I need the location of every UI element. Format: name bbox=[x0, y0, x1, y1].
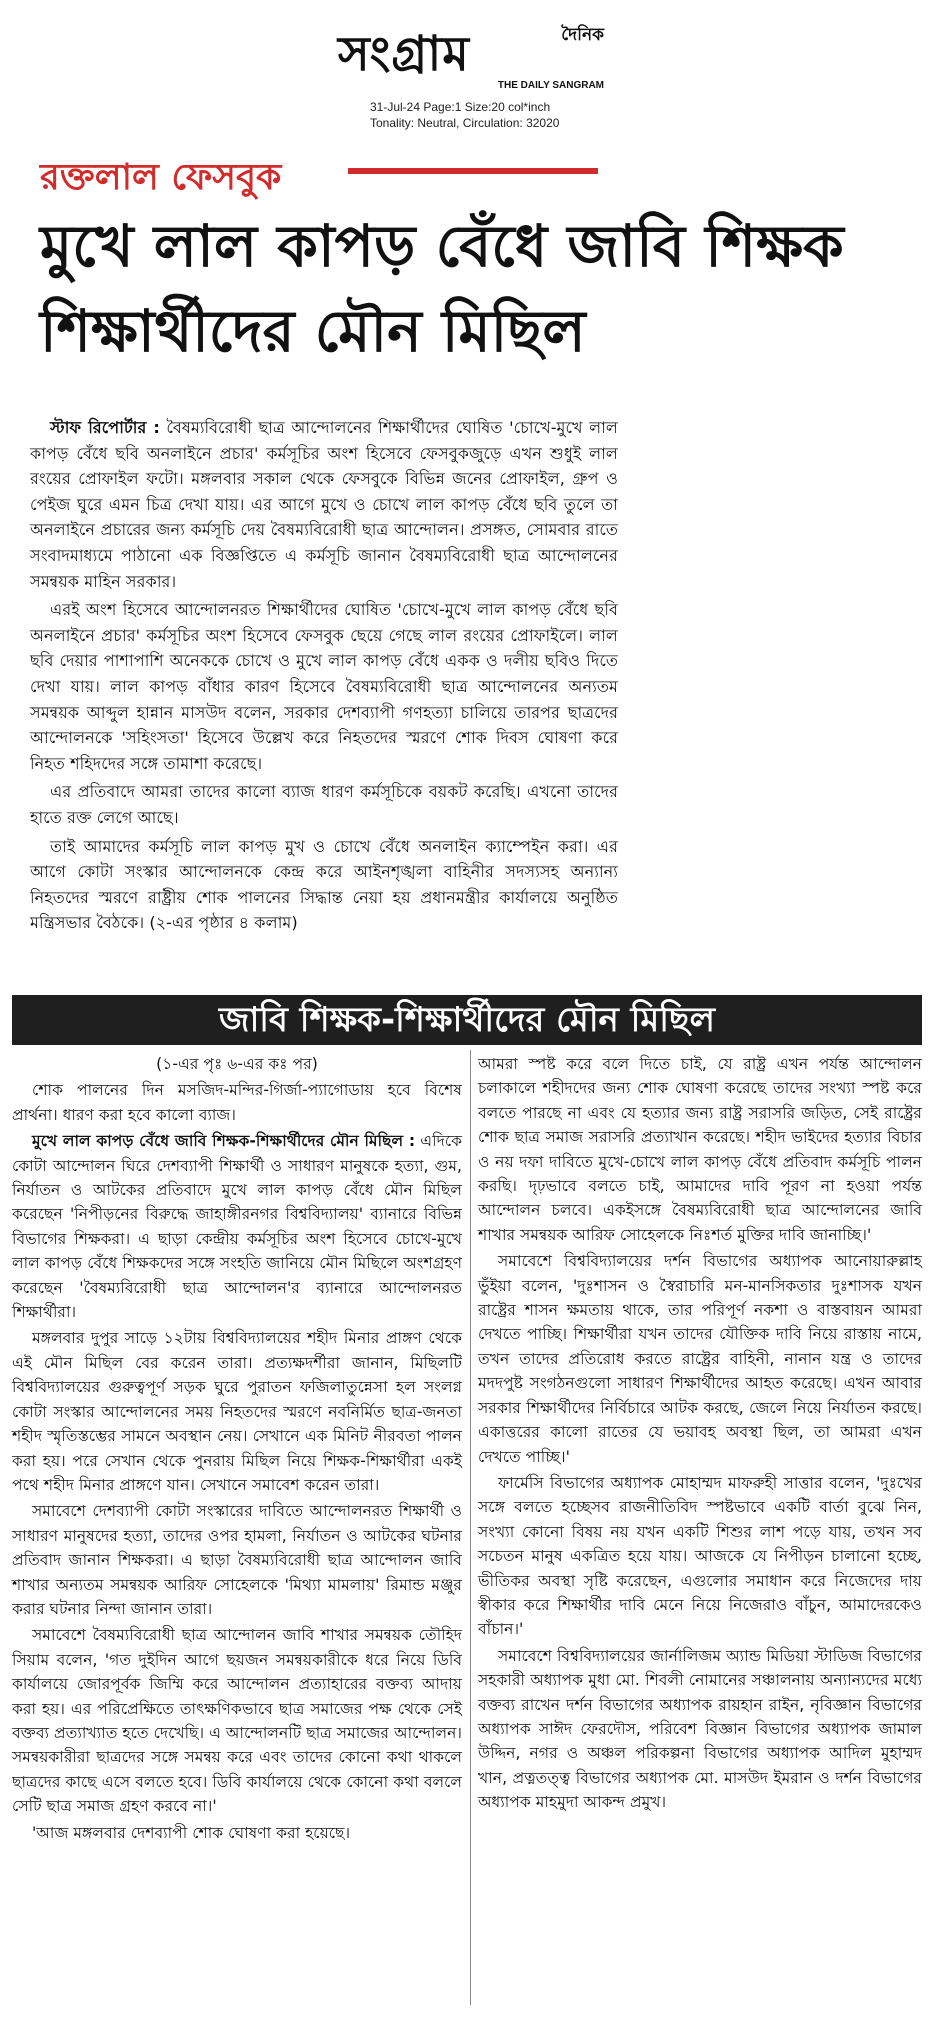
banner-title: জাবি শিক্ষক-শিক্ষার্থীদের মৌন মিছিল bbox=[219, 1000, 715, 1040]
paragraph: সমাবেশে বিশ্ববিদ্যালয়ের দর্শন বিভাগের অধ্যাপক আনোয়ারুল্লাহ ভুঁইয়া বলেন, 'দুঃশাসন ও স্বৈরাচারি মন-মানসিকতার দুঃশাসক যখন রাষ্ট্রের শাসন ক্ষমতায় থাকে, তার পরিপূর্ণ নকশা ও বাস্তবায়ন আমরা দেখতে পাচ্ছি। শিক্ষার্থীরা যখন তাদের যৌক্তিক দাবি নিয়ে রাস্তায় নামে, তখন তাদের প্রতিরোধ করতে রাষ্ট্রের বাহিনী, নানান যন্ত্র ও তাদের মদদপুষ্ট সংগঠনগুলো সাধারণ শিক্ষার্থীদের আহত করেছে। এখন আবার সরকার শিক্ষার্থীদের নির্বিচারে আটক করছে, জেলে নিয়ে নির্যাতন করছে। একাত্তরের কালো রাতের যে ভয়াবহ অবস্থা ছিল, তা আমরা এখন দেখতে পাচ্ছি।' bbox=[478, 1252, 922, 1466]
paragraph: সমাবেশে বিশ্ববিদ্যালয়ের জার্নালিজম অ্যান্ড মিডিয়া স্টাডিজ বিভাগের সহকারী অধ্যাপক মুধা মো. শিবলী নোমানের সঞ্চালনায় অন্যান্যদের মধ্যে বক্তব্য রাখেন দর্শন বিভাগের অধ্যাপক রায়হান রাইন, নৃবিজ্ঞান বিভাগের অধ্যাপক সাঈদ ফেরদৌস, পরিবেশ বিজ্ঞান বিভাগের অধ্যাপক জামাল উদ্দিন, নগর ও অঞ্চল পরিকল্পনা বিভাগের অধ্যাপক আদিল মুহাম্মদ খান, প্রত্নতত্ত্ব বিভাগের অধ্যাপক মো. মাসউদ ইমরান ও দর্শন বিভাগের অধ্যাপক মাহমুদা আকন্দ প্রমুখ। bbox=[478, 1646, 922, 1812]
continuation-banner bbox=[12, 995, 922, 1045]
paragraph-text: বৈষম্যবিরোধী ছাত্র আন্দোলনের শিক্ষার্থীদের ঘোষিত 'চোখে-মুখে লাল কাপড় বেঁধে ছবি অনলাইনে প্রচার' কর্মসূচির অংশ হিসেবে ফেসবুকজুড়ে এখন শুধুই লাল রংয়ের প্রোফাইল ফটো। মঙ্গলবার সকাল থেকে ফেসবুকে বিভিন্ন জনের প্রোফাইল, গ্রুপ ও পেইজ ঘুরে এমন চিত্র দেখা যায়। এর আগে মুখে ও চোখে লাল কাপড় বেঁধে ছবি তুলে তা অনলাইনে প্রচারের জন্য কর্মসূচি দেয় বৈষম্যবিরোধী ছাত্র আন্দোলন। প্রসঙ্গত, সোমবার রাতে সংবাদমাধ্যমে পাঠানো এক বিজ্ঞপ্তিতে এ কর্মসূচি জানান বৈষম্যবিরোধী ছাত্র আন্দোলনের সমন্বয়ক মাহিন সরকার। bbox=[30, 418, 618, 591]
paragraph: আমরা স্পষ্ট করে বলে দিতে চাই, যে রাষ্ট্র এখন পর্যন্ত আন্দোলন চলাকালে শহীদদের জন্য শোক ঘোষণা করেছে তাদের সংখ্যা স্পষ্ট করে বলতে পারছে না এবং যে হত্যার জন্য রাষ্ট্র সরাসরি জড়িত, সেই রাষ্ট্রের শোক ছাত্র সমাজ সরাসরি প্রত্যাখান করেছে। শহীদ ভাইদের হত্যার বিচার ও নয় দফা দাবিতে মুখে-চোখে লাল কাপড় বেঁধে প্রতিবাদ কর্মসূচি পালন করছি। দৃঢ়ভাবে বলতে চাই, আমাদের দাবি পূরণ না হওয়া পর্যন্ত আন্দোলন চলবে। একইসঙ্গে বৈষম্যবিরোধী ছাত্র আন্দোলনের জাবি শাখার সমন্বয়ক আরিফ সোহেলকে নিঃশর্ত মুক্তির দাবি জানাচ্ছি।' bbox=[478, 1055, 922, 1244]
paragraph: মঙ্গলবার দুপুর সাড়ে ১২টায় বিশ্ববিদ্যালয়ের শহীদ মিনার প্রাঙ্গণ থেকে এই মৌন মিছিল বের করেন তারা। প্রত্যক্ষদর্শীরা জানান, মিছিলটি বিশ্ববিদ্যালয়ের গুরুত্বপূর্ণ সড়ক ঘুরে পুরাতন ফজিলাতুন্নেসা হল সংলগ্ন কোটা সংস্কার আন্দোলনের সময় নিহতদের স্মরণে নবনির্মিত ছাত্র-জনতা শহীদ স্মৃতিস্তম্ভের সামনে অবস্থান নেয়। সেখানে এক মিনিট নীরবতা পালন করা হয়। পরে সেখান থেকে পুনরায় মিছিল নিয়ে শিক্ষক-শিক্ষার্থীরা একই পথে শহীদ মিনার প্রাঙ্গণে যান। সেখানে সমাবেশ করেন তারা। bbox=[12, 1329, 462, 1494]
paragraph: ফার্মেসি বিভাগের অধ্যাপক মোহাম্মদ মাফরুহী সাত্তার বলেন, 'দুঃখের সঙ্গে বলতে হচ্ছেসব রাজনীতিবিদ স্পষ্টভাবে একটি বার্তা বুঝে নিন, সংখ্যা কোনো বিষয় নয় যখন একটি শিশুর লাশ পড়ে যায়, তখন সব সচেতন মানুষ একত্রিত হয়ে যায়। আজকে যে নিপীড়ন চালানো হচ্ছে, ভীতিকর অবস্থা সৃষ্টি করেছেন, এগুলোর সমাধান করে নিজেদের দায় স্বীকার করে শিক্ষার্থীর দাবি মেনে নিয়ে নিজেরাও বাঁচুন, আমাদেরকেও বাঁচান।' bbox=[478, 1473, 922, 1639]
clipping-meta-line1: 31-Jul-24 Page:1 Size:20 col*inch bbox=[370, 100, 551, 114]
paragraph: তাই আমাদের কর্মসূচি লাল কাপড় মুখ ও চোখে বেঁধে অনলাইন ক্যাম্পেইন করা। এর আগে কোটা সংস্কার আন্দোলনকে কেন্দ্র করে আইনশৃঙ্খলা বাহিনীর সদস্যসহ অন্যান্য নিহতদের স্মরণে রাষ্ট্রীয় শোক পালনের সিদ্ধান্ত নেয়া হয় প্রধানমন্ত্রীর কার্যালয়ে অনুষ্ঠিত মন্ত্রিসভার বৈঠকে। (২-এর পৃষ্ঠার ৪ কলাম) bbox=[30, 836, 618, 933]
masthead-small-label: দৈনিক bbox=[561, 25, 604, 45]
column-divider bbox=[470, 1050, 471, 2005]
paragraph: সমাবেশে দেশব্যাপী কোটা সংস্কারের দাবিতে আন্দোলনরত শিক্ষার্থী ও সাধারণ মানুষদের হত্যা, তাদের ওপর হামলা, নির্যাতন ও আটকের ঘটনার প্রতিবাদ জানান শিক্ষকরা। এ ছাড়া বৈষম্যবিরোধী ছাত্র আন্দোলন জাবি শাখার অন্যতম সমন্বয়ক আরিফ সোহেলকে 'মিথ্যা মামলায়' রিমান্ড মঞ্জুর করার ঘটনার নিন্দা জানান তারা। bbox=[12, 1502, 462, 1618]
paragraph bbox=[12, 1129, 462, 1324]
paragraph: সমাবেশে বৈষম্যবিরোধী ছাত্র আন্দোলন জাবি শাখার সমন্বয়ক তৌহিদ সিয়াম বলেন, 'গত দুইদিন আগে ছয়জন সমন্বয়কারীকে ধরে নিয়ে ডিবি কার্যালয়ে জোরপূর্বক জিম্মি করে আন্দোলন প্রত্যাহারের বক্তব্য আদায় করা হয়। এর পরিপ্রেক্ষিতে তাৎক্ষণিকভাবে ছাত্র সমাজের পক্ষ থেকে সেই বক্তব্য প্রত্যাখ্যাত হতে দেখেছি। এ আন্দোলনটি ছাত্র সমাজের আন্দোলন। সমন্বয়কারীরা ছাত্রদের সঙ্গে সমন্বয় করে এবং তাদের কোনো কথা থাকলে ছাত্রদের কাছে এসে বলতে হবে। ডিবি কার্যালয়ে থেকে কোনো কথা বললে সেটি ছাত্র সমাজ গ্রহণ করবে না।' bbox=[12, 1626, 462, 1816]
right-column bbox=[478, 1052, 922, 1817]
paragraph-text: এদিকে কোটা আন্দোলন ঘিরে দেশব্যাপী শিক্ষার্থী ও সাধারণ মানুষকে হত্যা, গুম, নির্যাতন ও আটকের প্রতিবাদে মুখে লাল কাপড় বেঁধে মৌন মিছিল করেছেন 'নিপীড়নের বিরুদ্ধে জাহাঙ্গীরনগর বিশ্ববিদ্যালয়' ব্যানারে বিভিন্ন বিভাগের শিক্ষকরা। এ ছাড়া কেন্দ্রীয় কর্মসূচির অংশ হিসেবে চোখে-মুখে লাল কাপড় বেঁধে শিক্ষকদের সঙ্গে সংহতি জানিয়ে মৌন মিছিলে অংশগ্রহণ করেছেন 'বৈষম্যবিরোধী ছাত্র আন্দোলন'র ব্যানারে আন্দোলনরত শিক্ষার্থীরা। bbox=[12, 1132, 462, 1322]
byline: স্টাফ রিপোর্টার : bbox=[50, 418, 160, 437]
subheading: মুখে লাল কাপড় বেঁধে জাবি শিক্ষক-শিক্ষার্থীদের মৌন মিছিল : bbox=[32, 1132, 416, 1151]
article-body bbox=[30, 415, 618, 939]
paragraph bbox=[30, 415, 618, 594]
masthead-title: সংগ্রাম bbox=[338, 26, 470, 82]
paragraph: এর প্রতিবাদে আমরা তাদের কালো ব্যাজ ধারণ কর্মসূচিকে বয়কট করেছি। এখনো তাদের হাতে রক্ত লেগে আছে। bbox=[30, 782, 618, 827]
clipping-meta-line2: Tonality: Neutral, Circulation: 32020 bbox=[370, 116, 560, 130]
paragraph: এরই অংশ হিসেবে আন্দোলনরত শিক্ষার্থীদের ঘোষিত 'চোখে-মুখে লাল কাপড় বেঁধে ছবি অনলাইনে প্রচার' কর্মসূচির অংশ হিসেবে ফেসবুক ছেয়ে গেছে লাল রংয়ের প্রোফাইলে। লাল ছবি দেয়ার পাশাপাশি অনেককে চোখে ও মুখে লাল কাপড় বেঁধে একক ও দলীয় ছবিও দিতে দেখা যায়। লাল কাপড় বাঁধার কারণ হিসেবে বৈষম্যবিরোধী ছাত্র আন্দোলনের অন্যতম সমন্বয়ক আব্দুল হান্নান মাসউদ বলেন, সরকার দেশব্যাপী গণহত্যা চালিয়ে তারপর ছাত্রদের আন্দোলনকে 'সহিংসতা' হিসেবে উল্লেখ করে নিহতদের স্মরণে শোক দিবস ঘোষণা করে নিহত শহিদদের সঙ্গে তামাশা করেছে। bbox=[30, 600, 618, 773]
headline-line-2: শিক্ষার্থীদের মৌন মিছিল bbox=[40, 297, 586, 365]
paragraph: শোক পালনের দিন মসজিদ-মন্দির-গির্জা-প্যাগোডায় হবে বিশেষ প্রার্থনা। ধারণ করা হবে কালো ব্যাজ। bbox=[12, 1081, 462, 1124]
kicker-rule bbox=[348, 168, 598, 174]
left-column bbox=[12, 1052, 462, 1847]
headline-line-1: মুখে লাল কাপড় বেঁধে জাবি শিক্ষক bbox=[40, 212, 844, 280]
newspaper-masthead bbox=[330, 22, 610, 92]
masthead-subtitle: THE DAILY SANGRAM bbox=[497, 80, 604, 91]
paragraph: 'আজ মঙ্গলবার দেশব্যাপী শোক ঘোষণা করা হয়েছে। bbox=[32, 1823, 351, 1842]
article-kicker: রক্তলাল ফেসবুক bbox=[40, 157, 282, 198]
continued-from-note: (১-এর পৃঃ ৬-এর কঃ পর) bbox=[156, 1055, 318, 1073]
